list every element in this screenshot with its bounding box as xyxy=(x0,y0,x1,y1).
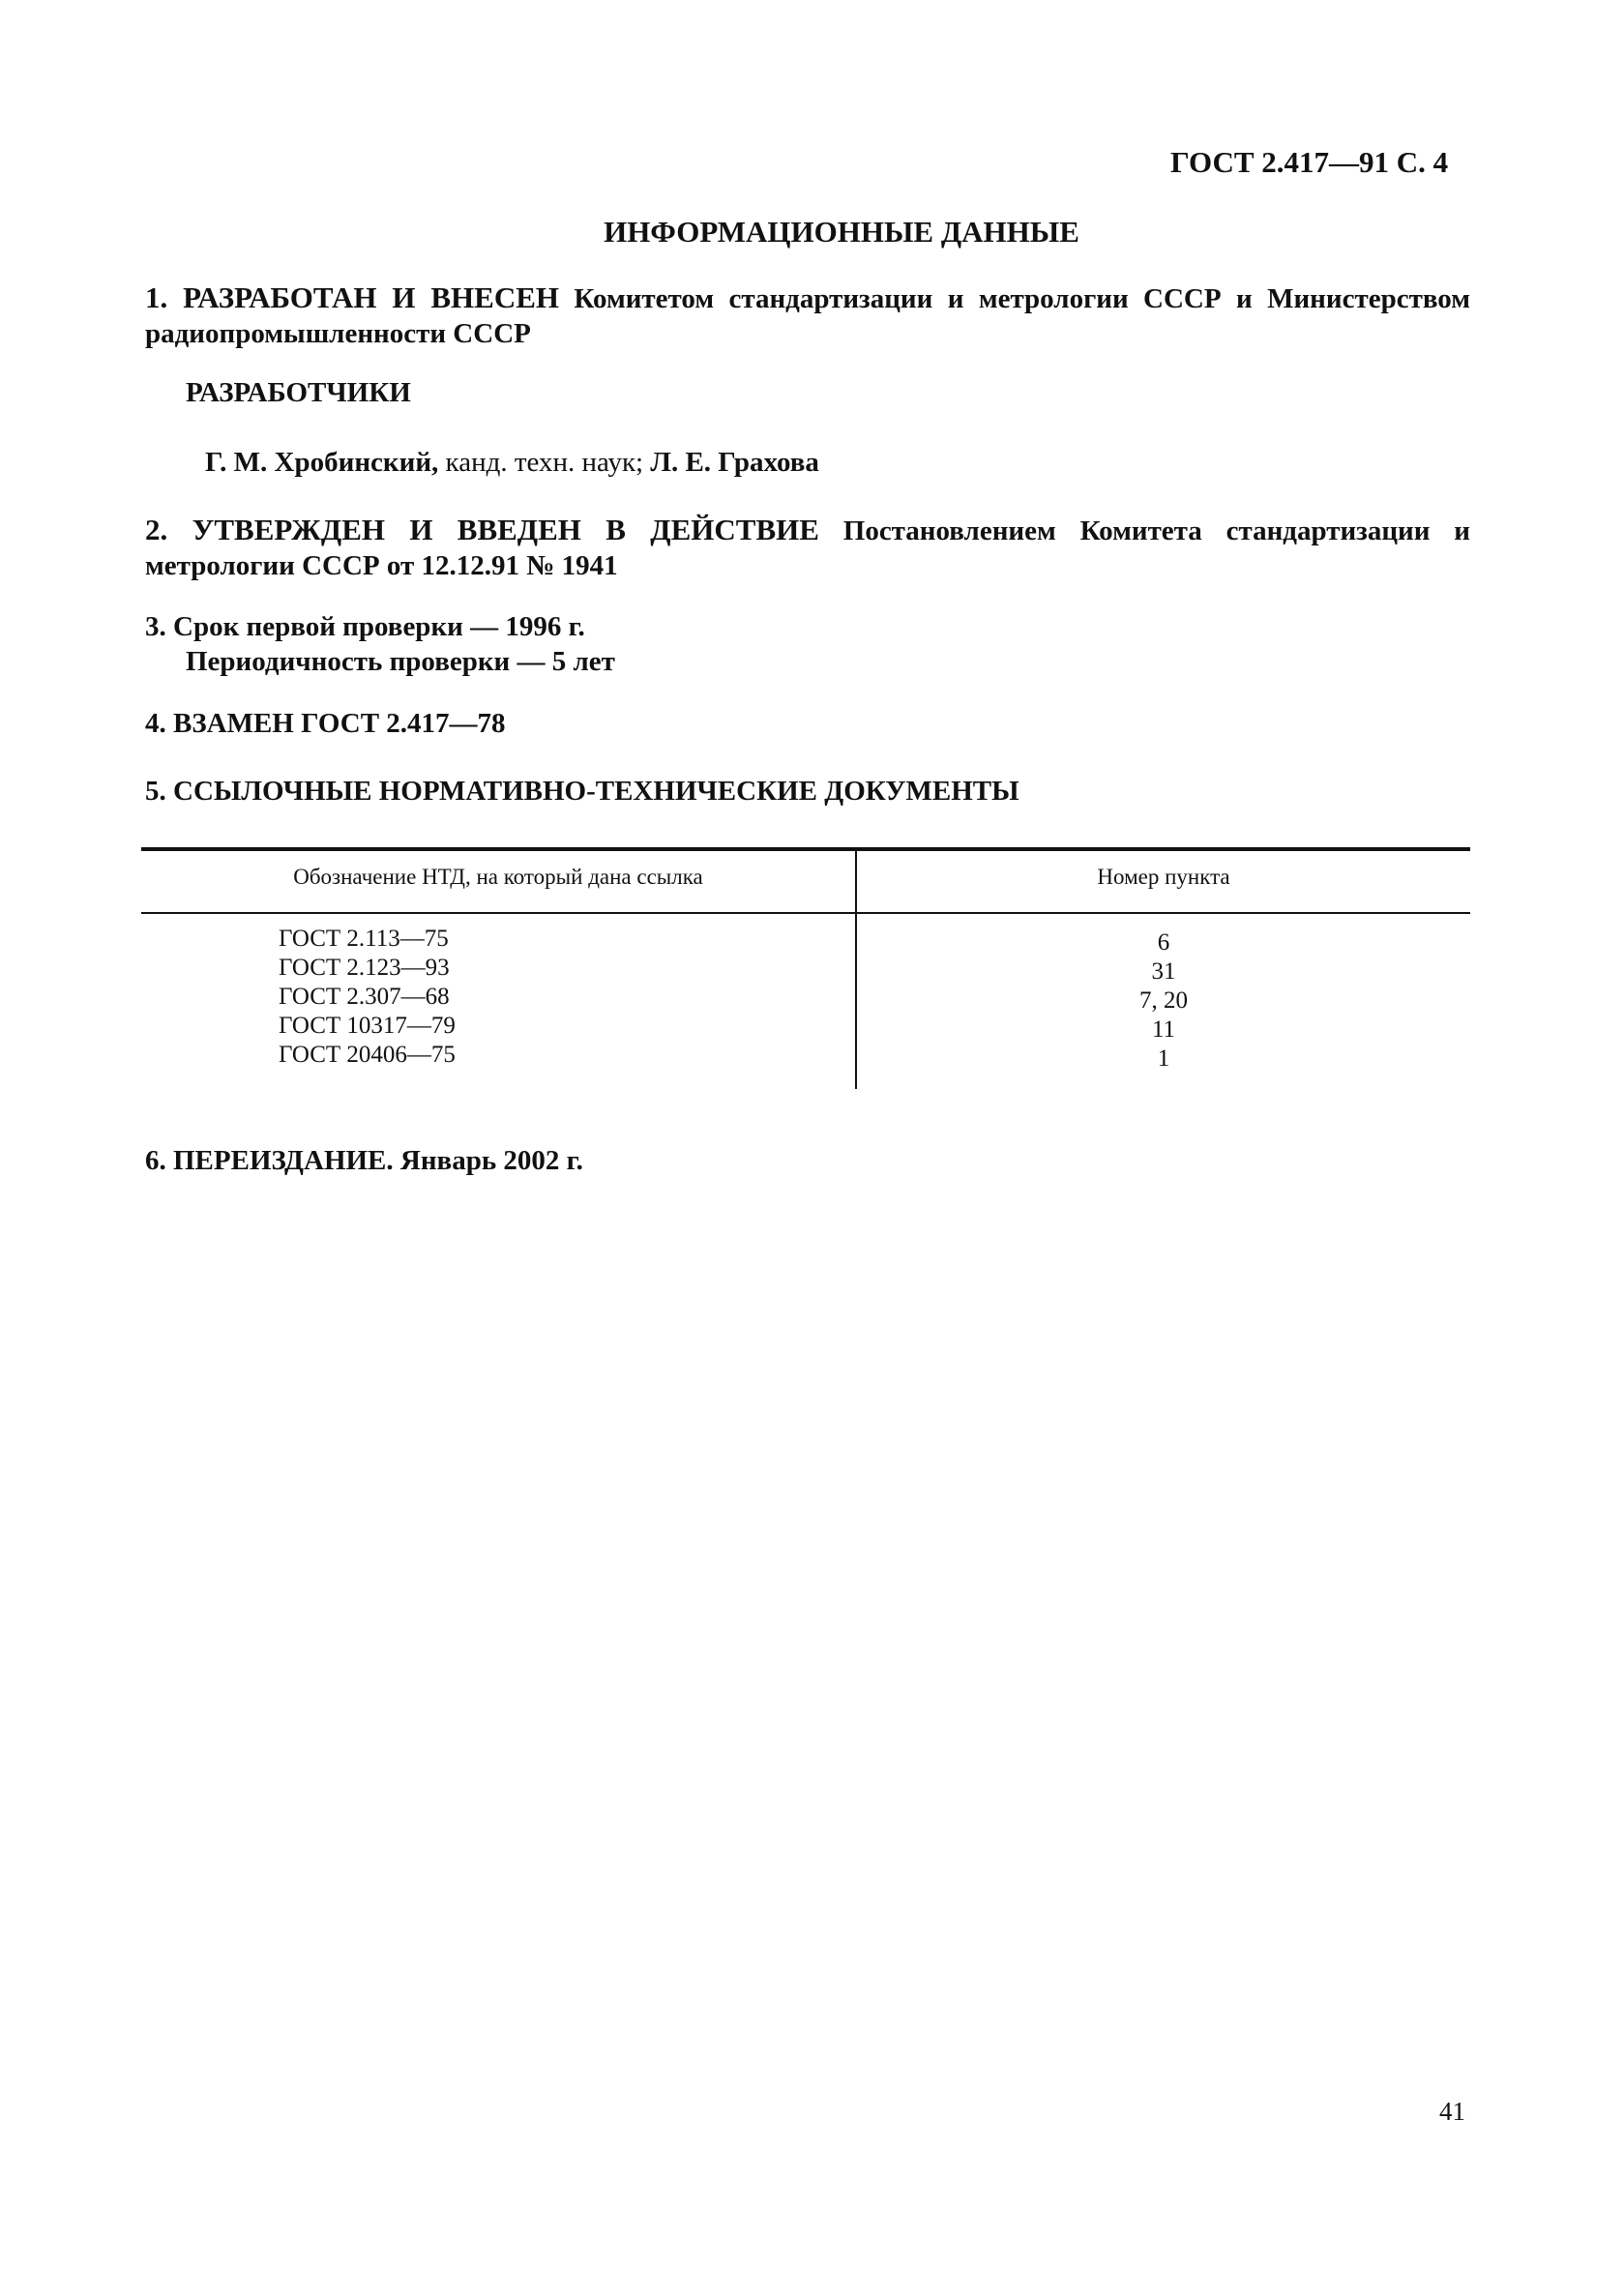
table-header-rule xyxy=(141,912,1470,914)
item-5-references xyxy=(145,774,1470,809)
table-top-rule xyxy=(141,847,1470,851)
developer-name-2: Л. Е. Грахова xyxy=(650,447,819,478)
item-3-first-review: 3. Срок первой проверки — 1996 г. xyxy=(145,611,585,642)
table-row-clause: 6 xyxy=(1157,929,1170,956)
table-row-doc: ГОСТ 20406—75 xyxy=(279,1042,456,1068)
page-number: 41 xyxy=(1439,2097,1465,2126)
table-header-document: Обозначение НТД, на который дана ссылка xyxy=(293,865,703,889)
developers-heading xyxy=(145,375,1511,410)
table-row-doc: ГОСТ 10317—79 xyxy=(279,1013,456,1039)
developers-names xyxy=(145,445,1530,480)
page-header-designation: ГОСТ 2.417—91 С. 4 xyxy=(1170,145,1449,179)
table-row-clause: 1 xyxy=(1157,1045,1170,1072)
document-title: ИНФОРМАЦИОННЫЕ ДАННЫЕ xyxy=(604,215,1079,249)
table-row-doc: ГОСТ 2.113—75 xyxy=(279,926,449,952)
table-row-clause: 11 xyxy=(1151,1016,1176,1043)
reference-documents-table xyxy=(141,847,1470,1089)
developers-heading-text: РАЗРАБОТЧИКИ xyxy=(186,377,411,408)
item-4-replaces xyxy=(145,706,1470,741)
item-1-developed-by xyxy=(145,280,1470,351)
item-1-text: Комитетом стандартизации и метрологии СССР и Министерством радиопромышленности СССР xyxy=(145,283,1470,349)
developer-name-1: Г. М. Хробинский, xyxy=(205,447,439,478)
item-4-text: 4. ВЗАМЕН ГОСТ 2.417—78 xyxy=(145,708,506,739)
item-6-reissue xyxy=(145,1143,1470,1178)
table-column-clauses xyxy=(857,928,1470,1074)
table-row-doc: ГОСТ 2.307—68 xyxy=(279,984,450,1010)
table-header-clause: Номер пункта xyxy=(1097,865,1230,889)
item-3-review-period: Периодичность проверки — 5 лет xyxy=(186,646,615,677)
table-row-clause: 31 xyxy=(1151,958,1176,985)
table-row-doc: ГОСТ 2.123—93 xyxy=(279,955,450,981)
table-column-documents xyxy=(279,925,456,1070)
table-row-clause: 7, 20 xyxy=(1139,987,1188,1014)
developer-degree: канд. техн. наук; xyxy=(438,447,651,478)
item-6-text: 6. ПЕРЕИЗДАНИЕ. Январь 2002 г. xyxy=(145,1145,583,1176)
item-2-approved xyxy=(145,513,1470,583)
item-1-lead: 1. РАЗРАБОТАН И ВНЕСЕН xyxy=(145,280,560,314)
item-5-text: 5. ССЫЛОЧНЫЕ НОРМАТИВНО-ТЕХНИЧЕСКИЕ ДОКУМЕНТЫ xyxy=(145,776,1019,807)
item-3-review xyxy=(145,609,1470,679)
item-2-text: Постановлением Комитета стандартизации и метрологии СССР от 12.12.91 № 1941 xyxy=(145,515,1470,581)
item-2-lead: 2. УТВЕРЖДЕН И ВВЕДЕН В ДЕЙСТВИЕ xyxy=(145,513,819,546)
